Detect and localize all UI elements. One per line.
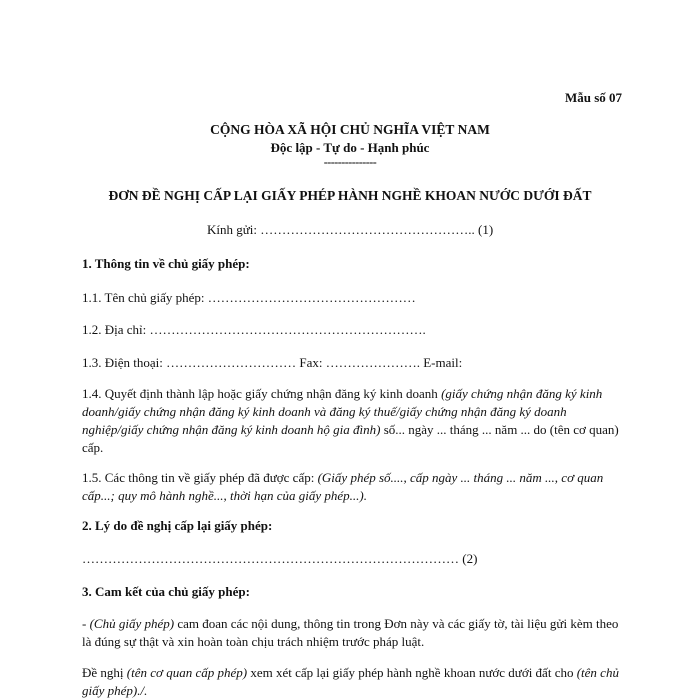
form-number: Mẫu số 07 bbox=[564, 90, 622, 105]
commitment-dash: - bbox=[82, 616, 90, 631]
document-title: ĐƠN ĐỀ NGHỊ CẤP LẠI GIẤY PHÉP HÀNH NGHỀ KHOAN NƯỚC DƯỚI ĐẤT bbox=[108, 188, 592, 203]
commitment-text: cam đoan các nội dung, thông tin trong Đơn này và các giấy tờ, tài liệu gửi kèm theo là đúng sự thật và xin hoàn toàn chịu trách nhiệm trước pháp luật. bbox=[82, 616, 619, 649]
section-2-heading: 2. Lý do đề nghị cấp lại giấy phép: bbox=[82, 518, 273, 533]
recipient-line: Kính gửi: ………………………………………….. (1) bbox=[207, 222, 494, 237]
owner-name-field: 1.1. Tên chủ giấy phép: ………………………………………… bbox=[82, 290, 416, 305]
request-text: xem xét cấp lại giấy phép hành nghề khoan nước dưới đất cho bbox=[247, 665, 577, 680]
item-1-5-paragraph bbox=[82, 469, 622, 505]
reason-line: …………………………………………………………………………… (2) bbox=[82, 551, 478, 566]
item-1-4-tail: số... ngày ... tháng ... năm ... do (tên cơ quan) cấp. bbox=[82, 422, 619, 455]
section-3-heading: 3. Cam kết của chủ giấy phép: bbox=[82, 584, 250, 599]
address-field: 1.2. Địa chỉ: ………………………………………………………. bbox=[82, 322, 426, 337]
motto: Độc lập - Tự do - Hạnh phúc bbox=[270, 140, 430, 155]
country-name: CỘNG HÒA XÃ HỘI CHỦ NGHĨA VIỆT NAM bbox=[210, 122, 490, 137]
item-1-4-note: (giấy chứng nhận đăng ký kinh doanh/giấy chứng nhận đăng ký kinh doanh và đăng ký thuế/giấy chứng nhận đăng ký doanh nghiệp/giấy chứng nhận đăng ký kinh doanh hộ gia đình) bbox=[82, 386, 603, 437]
header-divider: --------------- bbox=[323, 155, 377, 169]
contact-field: 1.3. Điện thoại: ………………………… Fax: …………………. E-mail: bbox=[82, 355, 463, 370]
item-1-5-note: (Giấy phép số...., cấp ngày ... tháng ... năm ..., cơ quan cấp...; quy mô hành nghề..., thời hạn của giấy phép...). bbox=[82, 470, 604, 503]
request-paragraph bbox=[82, 664, 622, 700]
item-1-5-text: 1.5. Các thông tin về giấy phép đã được cấp: bbox=[82, 470, 318, 485]
item-1-4-text: 1.4. Quyết định thành lập hoặc giấy chứng nhận đăng ký kinh doanh bbox=[82, 386, 442, 401]
section-1-heading: 1. Thông tin về chủ giấy phép: bbox=[82, 256, 250, 271]
item-1-4-paragraph bbox=[82, 385, 622, 457]
request-agency: (tên cơ quan cấp phép) bbox=[126, 665, 248, 680]
commitment-paragraph bbox=[82, 615, 622, 651]
commitment-owner: (Chủ giấy phép) bbox=[89, 616, 175, 631]
request-owner: (tên chủ giấy phép)./. bbox=[82, 665, 619, 698]
request-lead: Đề nghị bbox=[82, 665, 127, 680]
